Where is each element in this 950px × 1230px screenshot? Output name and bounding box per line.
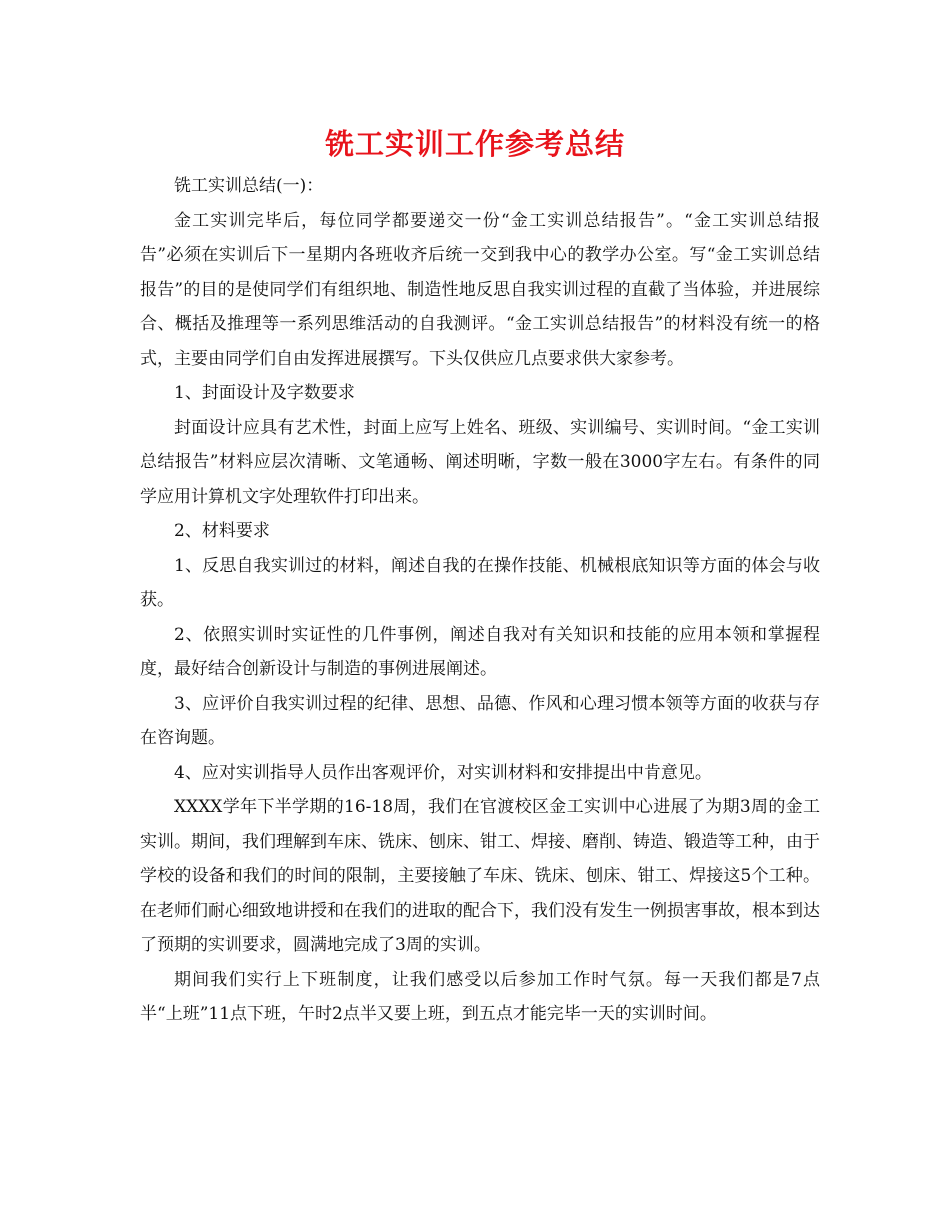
paragraph: XXXX学年下半学期的16-18周，我们在官渡校区金工实训中心进展了为期3周的金工实训。期间，我们理解到车床、铣床、刨床、钳工、焊接、磨削、铸造、锻造等工种，由于学校的设备和我们的时间的限制，主要接触了车床、铣床、刨床、钳工、焊接这5个工种。在老师们耐心细致地讲授和在我们的进取的配合下，我们没有发生一例损害事故，根本到达了预期的实训要求，圆满地完成了3周的实训。 [140, 797, 820, 955]
list-item: 1、反思自我实训过的材料，阐述自我的在操作技能、机械根底知识等方面的体会与收获。 [140, 555, 820, 610]
list-item: 4、应对实训指导人员作出客观评价，对实训材料和安排提出中肯意见。 [174, 762, 712, 783]
document-title: 铣工实训工作参考总结 [324, 127, 625, 161]
paragraph: 封面设计应具有艺术性，封面上应写上姓名、班级、实训编号、实训时间。“金工实训总结报告”材料应层次清晰、文笔通畅、阐述明晰，字数一般在3000字左右。有条件的同学应用计算机文字处理软件打印出来。 [140, 417, 820, 507]
document-body [140, 169, 820, 1032]
paragraph: 期间我们实行上下班制度，让我们感受以后参加工作时气氛。每一天我们都是7点半“上班”11点下班，午时2点半又要上班，到五点才能完毕一天的实训时间。 [140, 969, 820, 1024]
paragraph: 金工实训完毕后，每位同学都要递交一份“金工实训总结报告”。“金工实训总结报告”必须在实训后下一星期内各班收齐后统一交到我中心的教学办公室。写“金工实训总结报告”的目的是使同学们有组织地、制造性地反思自我实训过程的直截了当体验，并进展综合、概括及推理等一系列思维活动的自我测评。“金工实训总结报告”的材料没有统一的格式，主要由同学们自由发挥进展撰写。下头仅供应几点要求供大家参考。 [140, 210, 820, 369]
list-heading: 2、材料要求 [174, 521, 270, 541]
section-heading: 铣工实训总结(一)： [174, 176, 324, 196]
list-heading: 1、封面设计及字数要求 [174, 383, 355, 403]
list-item: 2、依照实训时实证性的几件事例，阐述自我对有关知识和技能的应用本领和掌握程度，最好结合创新设计与制造的事例进展阐述。 [140, 624, 820, 679]
list-item: 3、应评价自我实训过程的纪律、思想、品德、作风和心理习惯本领等方面的收获与存在咨询题。 [140, 693, 820, 748]
